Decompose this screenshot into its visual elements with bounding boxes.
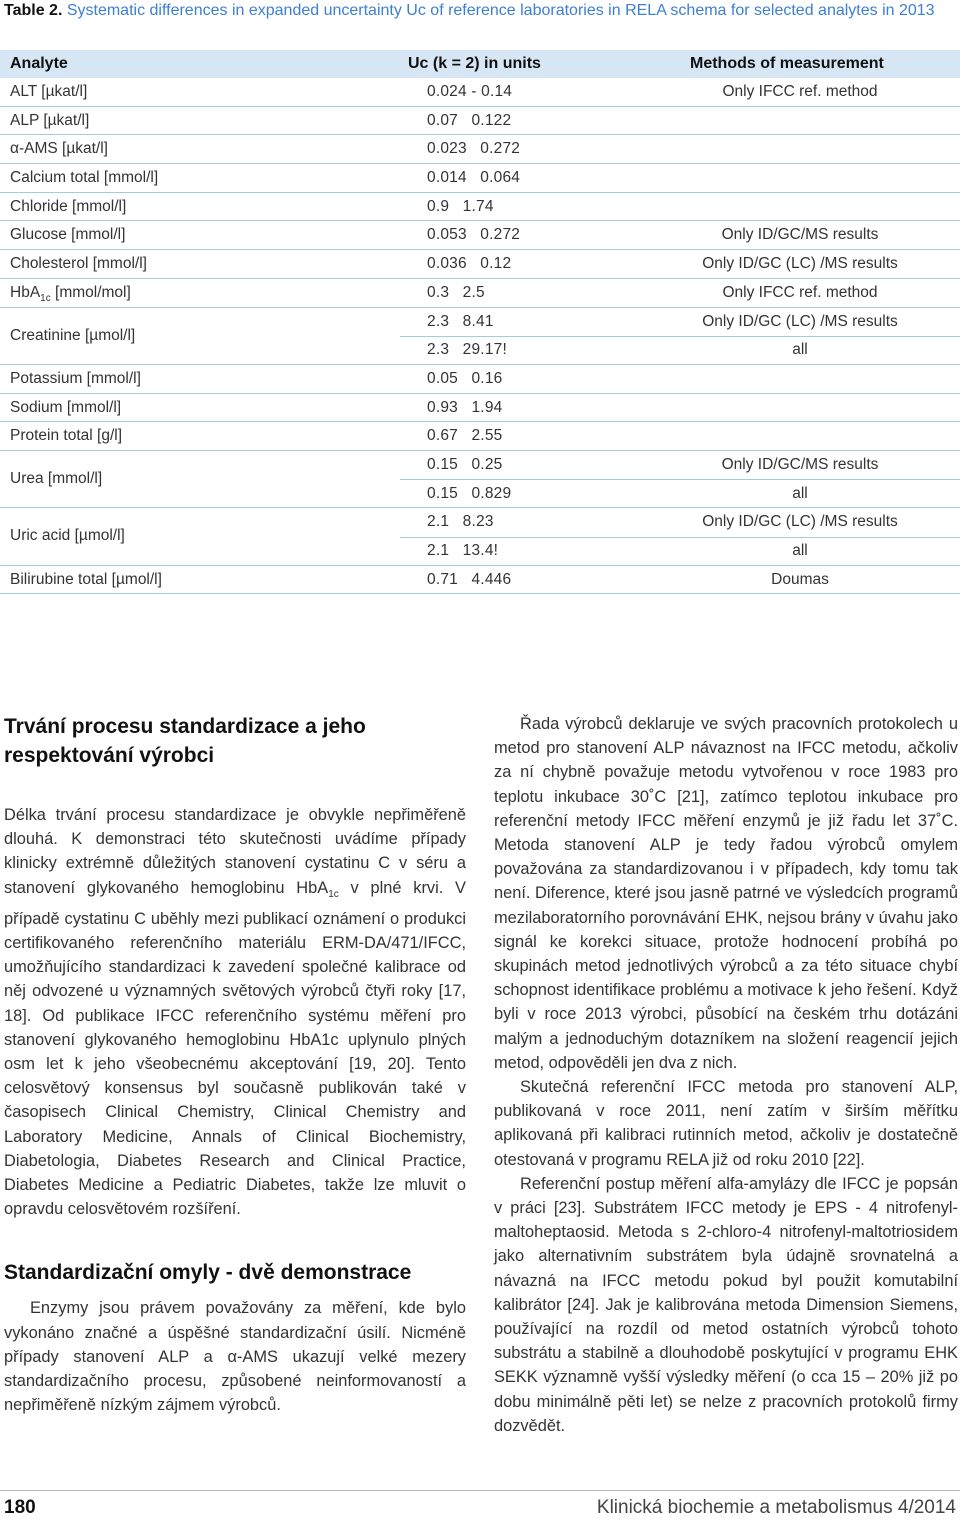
uc-cell: 0.67 2.55	[427, 427, 503, 445]
section-heading-standardization-duration: Trvání procesu standardizace a jeho respektování výrobci	[4, 715, 366, 767]
value-subrow	[0, 221, 960, 250]
value-subrow	[0, 365, 960, 394]
value-subrow	[0, 394, 960, 423]
uc-cell: 0.05 0.16	[427, 369, 503, 387]
value-subrow	[0, 107, 960, 136]
paragraph-text: v plné krvi. V případě cystatinu C uběhly mezi publikací oznámení o produkci certifikovaného referenčního materiálu ERM-DA/471/IFCC, umožňujícího standardizaci k zavedení společné kalibrace od něj odvozené u významných světových výrobců čtyři roky [17, 18]. Od publikace IFCC referenčního systému měření pro stanovení glykovaného hemoglobinu HbA1c uplynulo plných osm let k jeho všeobecnému akceptování [19, 20]. Tento celosvětový konsensus byl současně publikován také v časopisech Clinical Chemistry, Clinical Chemistry and Laboratory Medicine, Annals of Clinical Biochemistry, Diabetologia, Diabetes Research and Clinical Practice, Diabetes Medicine a Pediatric Diabetes, takže lze mluvit o opravdu celosvětovém rozšíření.	[4, 878, 466, 1219]
uc-cell: 2.3 8.41	[427, 312, 494, 330]
table-row	[0, 279, 960, 308]
analyte-cell: α-AMS [µkat/l]	[10, 140, 108, 158]
uc-cell: 0.9 1.74	[427, 197, 494, 215]
value-subrow	[0, 279, 960, 308]
analyte-cell: Bilirubine total [µmol/l]	[10, 570, 162, 588]
left-column	[4, 712, 466, 1417]
analyte-cell: Uric acid [µmol/l]	[10, 527, 125, 545]
uc-cell: 0.15 0.829	[427, 484, 512, 502]
method-cell: Only ID/GC/MS results	[721, 455, 879, 473]
method-cell: Only ID/GC (LC) /MS results	[702, 513, 898, 531]
row-inner-divider	[400, 479, 960, 480]
value-subrow	[0, 480, 960, 509]
caption-label: Table 2.	[4, 2, 63, 19]
method-cell: Only ID/GC (LC) /MS results	[702, 255, 898, 273]
value-subrow	[0, 508, 960, 537]
uc-cell: 2.1 8.23	[427, 513, 494, 531]
uc-cell: 0.3 2.5	[427, 283, 485, 301]
caption-text: Systematic differences in expanded uncertainty Uc of reference laboratories in RELA schema for selected analytes in 2013	[62, 2, 935, 19]
analyte-cell: Creatinine [µmol/l]	[10, 326, 136, 344]
value-subrow	[0, 78, 960, 107]
page-number: 180	[4, 1497, 36, 1518]
analyte-subscript: 1c	[40, 292, 51, 304]
header-methods: Methods of measurement	[690, 55, 884, 72]
table-body	[0, 78, 960, 594]
uc-cell: 0.07 0.122	[427, 111, 512, 129]
row-inner-divider	[400, 336, 960, 337]
paragraph-text: Délka trvání procesu standardizace je obvykle nepřiměřeně dlouhá. K demonstraci této skutečnosti uvádíme případy klinicky extrémně důležitých stanovení cystatinu C v séru a stanovení glykovaného hemoglobinu HbA	[4, 806, 466, 897]
analyte-cell: ALP [µkat/l]	[10, 111, 90, 129]
analyte-cell: Potassium [mmol/l]	[10, 369, 141, 387]
value-subrow	[0, 422, 960, 451]
method-cell: Only ID/GC (LC) /MS results	[702, 312, 898, 330]
journal-title: Klinická biochemie a metabolismus 4/2014	[596, 1497, 956, 1518]
method-cell: all	[792, 542, 808, 560]
table-header	[0, 50, 960, 78]
paragraph-alp-reference: Skutečná referenční IFCC metoda pro stanovení ALP, publikovaná v roce 2011, není zatím v širším měřítku aplikovaná při kalibraci rutinních metod, ačkoliv je dostatečně otestovaná v programu RELA již od roku 2010 [22].	[494, 1078, 958, 1169]
table-row	[0, 422, 960, 451]
analyte-unit: [mmol/mol]	[50, 283, 131, 301]
analyte-cell: Urea [mmol/l]	[10, 469, 103, 487]
uc-cell: 0.036 0.12	[427, 255, 512, 273]
value-subrow	[0, 537, 960, 566]
uc-cell: 0.053 0.272	[427, 226, 521, 244]
table-row	[0, 107, 960, 136]
section-heading-standardization-errors: Standardizační omyly - dvě demonstrace	[4, 1261, 412, 1285]
analyte-cell: Cholesterol [mmol/l]	[10, 255, 147, 273]
method-cell: Only IFCC ref. method	[722, 83, 878, 100]
right-column	[494, 712, 958, 1438]
header-uc: Uc (k = 2) in units	[408, 55, 541, 72]
method-cell: all	[792, 484, 808, 502]
paragraph-amylase: Referenční postup měření alfa-amylázy dle IFCC je popsán v práci [23]. Substrátem IFCC metody je EPS - 4 nitrofenyl-maltoheptaosid. Metoda s 2-chloro-4 nitrofenyl-maltotriosidem jako alternativním substrátem byla údajně srovnatelná a návazná na IFCC metodu pokud byl použit komutabilní kalibrátor [24]. Jak je kalibrována metoda Dimension Siemens, používající na rozdíl od metod ostatních výrobců tohoto substrátu a stabilně a dlouhodobě poskytující v programu EHK SEKK významně vyšší výsledky měření (o cca 15 – 20% již po dobu minimálně pěti let) se nelze z pracovních protokolů firmy dozvědět.	[494, 1174, 958, 1435]
table-caption	[4, 0, 956, 22]
table-row	[0, 566, 960, 595]
value-subrow	[0, 250, 960, 279]
uc-cell: 0.15 0.25	[427, 455, 503, 473]
value-subrow	[0, 164, 960, 193]
uc-cell: 2.1 13.4!	[427, 542, 499, 560]
value-subrow	[0, 308, 960, 337]
value-subrow	[0, 451, 960, 480]
analyte-cell: Calcium total [mmol/l]	[10, 169, 159, 187]
value-subrow	[0, 135, 960, 164]
table-row	[0, 221, 960, 250]
paragraph-alp-manufacturers: Řada výrobců deklaruje ve svých pracovních protokolech u metod pro stanovení ALP návaznost na IFCC metodu, ačkoliv za ní chybně považuje metodu vytvořenou v roce 1983 pro teplotu inkubace 30˚C [21], zatímco teplotou inkubace pro referenční metody IFCC měření enzymů je již řadu let 37˚C. Metoda stanovení ALP je tedy řadou výrobců omylem považována za standardizovanou i v případech, kdy tomu tak není. Diference, které jsou jasně patrné ve výsledcích programů mezilaboratorního porovnávání EHK, nejsou brány v úvahu jako signál ke korekci situace, protože hodnocení probíhá po skupinách metod jednotlivých výrobců a za této situace chybí schopnost identifikace problému a motivace k jeho řešení. Když byli v roce 2013 výrobci, působící na českém trhu dotázáni malým a jednoduchým dotazníkem na složení reagencií jejich metod, odpověděli jen dva z nich.	[494, 715, 958, 1072]
uncertainty-table	[0, 50, 960, 594]
value-subrow	[0, 193, 960, 222]
uc-cell: 2.3 29.17!	[427, 341, 507, 359]
paragraph-standardization-duration	[4, 803, 466, 1221]
analyte-cell: ALT [µkat/l]	[10, 83, 88, 100]
paragraph-enzymes: Enzymy jsou právem považovány za měření, kde bylo vykonáno značné a úspěšné standardizační úsilí. Nicméně případy stanovení ALP a α-AMS ukazují velké mezery standardizačního procesu, způsobené neinformovaností a nepřiměřeně nízkým zájmem výrobců.	[4, 1299, 466, 1415]
table-row	[0, 365, 960, 394]
table-row	[0, 78, 960, 107]
method-cell: Only IFCC ref. method	[722, 283, 878, 301]
analyte-cell: Protein total [g/l]	[10, 427, 123, 445]
table-row	[0, 308, 960, 365]
table-row	[0, 135, 960, 164]
uc-cell: 0.023 0.272	[427, 140, 521, 158]
footer-divider	[0, 1490, 960, 1491]
uc-cell: 0.93 1.94	[427, 398, 503, 416]
uc-cell: 0.71 4.446	[427, 570, 512, 588]
method-cell: Only ID/GC/MS results	[721, 226, 879, 244]
method-cell: Doumas	[771, 570, 829, 588]
table-row	[0, 394, 960, 423]
analyte-cell: HbA$_{1c}$ [mmol/mol]	[10, 283, 131, 304]
value-subrow	[0, 336, 960, 365]
uc-cell: 0.024 - 0.14	[427, 83, 513, 100]
row-inner-divider	[400, 537, 960, 538]
method-cell: all	[792, 341, 808, 359]
hba1c-subscript: 1c	[328, 888, 339, 900]
table-row	[0, 451, 960, 508]
table-row	[0, 193, 960, 222]
header-analyte: Analyte	[10, 55, 68, 72]
table-row	[0, 508, 960, 565]
analyte-cell: Chloride [mmol/l]	[10, 197, 127, 215]
table-row	[0, 250, 960, 279]
value-subrow	[0, 566, 960, 595]
uc-cell: 0.014 0.064	[427, 169, 521, 187]
analyte-cell: Glucose [mmol/l]	[10, 226, 126, 244]
analyte-cell: Sodium [mmol/l]	[10, 398, 122, 416]
table-row	[0, 164, 960, 193]
